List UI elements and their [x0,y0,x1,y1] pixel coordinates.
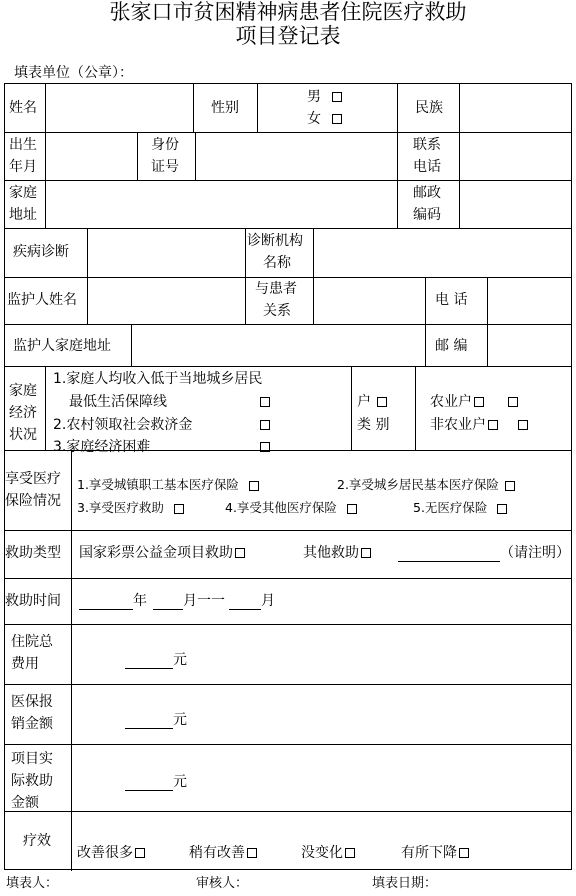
actual-aid-label-3: 金额 [11,795,39,811]
nonagri-checkbox-2[interactable] [518,420,528,430]
aid-time-label: 救助时间 [5,593,61,609]
address-label-1: 家庭 [9,185,37,201]
aid-type-option-1[interactable]: 国家彩票公益金项目救助 [79,542,245,564]
contact-label-1: 联系 [413,137,441,153]
insurance-option-3-checkbox[interactable] [174,504,184,514]
insurance-option-2-checkbox[interactable] [505,481,515,491]
actual-aid-label-2: 际救助 [11,773,53,789]
filler-label: 填表人： [6,876,59,891]
fill-unit-label: 填表单位（公章）： [14,65,133,81]
economy-label-3: 状况 [9,427,37,443]
agri-checkbox[interactable] [474,397,484,407]
guardian-name-label: 监护人姓名 [7,292,77,308]
gender-label: 性别 [211,100,239,116]
insurance-option-1-checkbox[interactable] [249,481,259,491]
insured-amount-label-1: 医保报 [11,694,53,710]
insurance-label-1: 享受医疗 [5,471,61,487]
efficacy-option-3-checkbox[interactable] [345,848,355,858]
agri-option[interactable]: 农业户 [430,391,518,413]
insurance-option-3[interactable]: 3.享受医疗救助 [77,497,184,519]
efficacy-option-4[interactable]: 有所下降 [401,842,469,864]
aid-time-year-unit: 年 [133,593,147,609]
efficacy-option-1-checkbox[interactable] [135,848,145,858]
insurance-option-1[interactable]: 1.享受城镇职工基本医疗保险 [77,474,259,496]
phone-label: 电 话 [435,292,468,308]
efficacy-option-2-checkbox[interactable] [247,848,257,858]
insurance-label-2: 保险情况 [5,493,61,509]
relation-label-1: 与患者 [255,281,297,297]
aid-type-option-2[interactable]: 其他救助 [303,542,371,564]
reviewer-label: 审核人： [196,876,249,891]
insurance-option-5[interactable]: 5.无医疗保险 [413,497,507,519]
actual-aid-blank[interactable] [125,774,173,791]
economy-item-1-checkbox[interactable] [260,397,270,407]
economy-item-1b: 最低生活保障线 [69,394,167,410]
economy-item-1a: 1.家庭人均收入低于当地城乡居民 [53,371,263,387]
gender-male-option[interactable]: 男 [307,86,342,108]
institution-label-2: 名称 [263,255,291,271]
hukou-checkbox[interactable] [377,397,387,407]
agri-checkbox-2[interactable] [508,397,518,407]
total-cost-unit: 元 [173,652,187,668]
gender-female-option[interactable]: 女 [307,108,342,130]
aid-time-month-dash: 月一一 [183,593,225,609]
aid-time-year-blank[interactable] [79,593,133,610]
postcode-label-2: 编码 [413,207,441,223]
registration-form [4,83,572,870]
efficacy-option-4-checkbox[interactable] [459,848,469,858]
total-cost-blank[interactable] [125,652,173,669]
ethnicity-label: 民族 [415,100,443,116]
efficacy-option-3[interactable]: 没变化 [301,842,355,864]
total-cost-label-2: 费用 [11,656,39,672]
institution-label-1: 诊断机构 [247,233,303,249]
economy-item-3-checkbox[interactable] [260,442,270,452]
insurance-option-4-checkbox[interactable] [347,504,357,514]
insurance-option-2[interactable]: 2.享受城乡居民基本医疗保险 [337,474,515,496]
insurance-option-5-checkbox[interactable] [497,504,507,514]
post-label: 邮 编 [435,338,468,354]
aid-time-month-blank-1[interactable] [153,593,183,610]
name-label: 姓名 [9,100,37,116]
aid-type-option-1-checkbox[interactable] [235,548,245,558]
economy-item-3: 3.家庭经济困难 [53,439,151,455]
nonagri-option[interactable]: 非农业户 [430,414,528,436]
fill-date-label: 填表日期： [372,876,438,891]
total-cost-label-1: 住院总 [11,634,53,650]
guardian-address-label: 监护人家庭地址 [13,338,111,354]
aid-type-option-2-checkbox[interactable] [361,548,371,558]
insured-amount-unit: 元 [173,712,187,728]
form-title-line2: 项目登记表 [235,24,341,48]
hukou-label-1: 户 [357,391,387,413]
efficacy-option-2[interactable]: 稍有改善 [189,842,257,864]
aid-type-note: （请注明） [500,545,570,561]
form-title-line1: 张家口市贫困精神病患者住院医疗救助 [109,0,467,24]
postcode-label-1: 邮政 [413,185,441,201]
actual-aid-unit: 元 [173,774,187,790]
insured-amount-label-2: 销金额 [11,716,53,732]
efficacy-option-1[interactable]: 改善很多 [77,842,145,864]
nonagri-checkbox[interactable] [488,420,498,430]
female-checkbox[interactable] [332,114,342,124]
economy-label-1: 家庭 [9,383,37,399]
address-label-2: 地址 [9,207,37,223]
relation-label-2: 关系 [263,303,291,319]
id-label-2: 证号 [151,159,179,175]
male-checkbox[interactable] [332,92,342,102]
aid-time-month-unit: 月 [261,593,275,609]
aid-type-label: 救助类型 [5,545,61,561]
economy-item-2: 2.农村领取社会救济金 [53,417,193,433]
birth-label-1: 出生 [9,137,37,153]
aid-time-month-blank-2[interactable] [229,593,261,610]
aid-type-note-blank[interactable] [398,545,500,562]
contact-label-2: 电话 [413,159,441,175]
efficacy-label: 疗效 [23,833,51,849]
birth-label-2: 年月 [9,159,37,175]
id-label-1: 身份 [151,137,179,153]
hukou-label-2: 类 别 [357,417,390,433]
insurance-option-4[interactable]: 4.享受其他医疗保险 [225,497,357,519]
economy-item-2-checkbox[interactable] [260,420,270,430]
insured-amount-blank[interactable] [125,712,173,729]
economy-label-2: 经济 [9,405,37,421]
diagnosis-label: 疾病诊断 [13,244,69,260]
actual-aid-label-1: 项目实 [11,751,53,767]
